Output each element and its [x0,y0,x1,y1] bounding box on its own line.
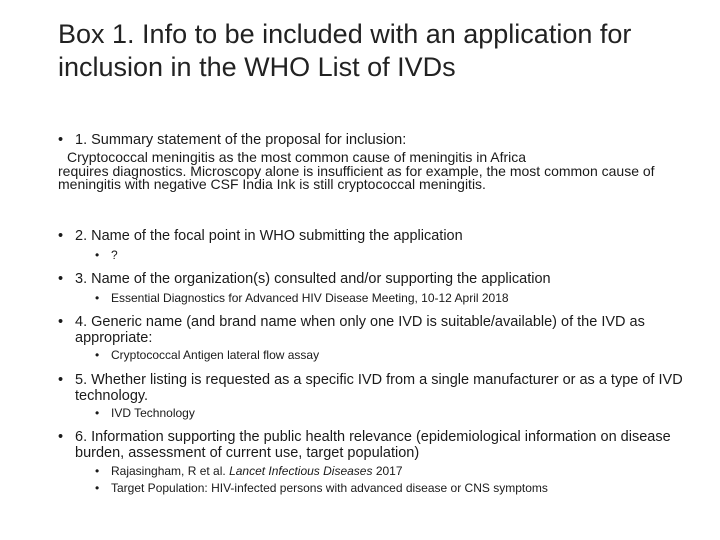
sub-item [95,348,715,362]
summary-paragraph [58,151,658,192]
bullet: • [95,481,100,495]
sub-item [95,291,715,305]
bullet: • [58,132,64,148]
bullet: • [95,291,100,305]
item-label: 4. Generic name (and brand name when only one IVD is suitable/available) of the IVD as appropriate: [75,314,645,346]
bullet: • [95,406,100,420]
list-item-focal-point [58,228,708,244]
list-item-public-health [58,429,708,461]
summary-paragraph-line1: Cryptococcal meningitis as the most common cause of meningitis in Africa [67,149,527,165]
reference-authors: Rajasingham, R et al. [111,464,230,478]
bullet: • [95,348,100,362]
item-label: 1. Summary statement of the proposal for inclusion: [75,132,407,148]
item-label: 3. Name of the organization(s) consulted and/or supporting the application [75,271,551,287]
sub-item-text: Cryptococcal Antigen lateral flow assay [111,348,320,362]
sub-item [95,248,715,262]
sub-item-text: IVD Technology [111,406,195,420]
sub-item-text: Essential Diagnostics for Advanced HIV Disease Meeting, 10-12 April 2018 [111,291,509,305]
bullet: • [58,314,64,330]
sub-item [95,406,715,420]
list-item-organizations [58,271,708,287]
item-label: 2. Name of the focal point in WHO submitting the application [75,228,463,244]
sub-item-target-population [95,481,715,495]
list-item-summary [58,132,708,148]
sub-item-text: Target Population: HIV-infected persons with advanced disease or CNS symptoms [111,481,548,495]
bullet: • [58,228,64,244]
sub-item-text: ? [111,248,118,262]
bullet: • [95,248,100,262]
reference-year: 2017 [372,464,403,478]
bullet: • [58,429,64,445]
item-label: 5. Whether listing is requested as a specific IVD from a single manufacturer or as a type of IVD technology. [75,372,683,404]
item-label: 6. Information supporting the public health relevance (epidemiological information on disease burden, assessment of current use, target population) [75,429,671,461]
list-item-listing-request [58,372,708,404]
bullet: • [58,271,64,287]
sub-item-reference [95,464,715,478]
list-item-generic-name [58,314,708,346]
slide-title: Box 1. Info to be included with an application for inclusion in the WHO List of IVDs [58,19,632,82]
sub-item-text [111,464,715,478]
bullet: • [58,372,64,388]
bullet: • [95,464,100,478]
reference-journal: Lancet Infectious Diseases [229,464,373,478]
summary-paragraph-rest: requires diagnostics. Microscopy alone is insufficient as for example, the most common cause of meningitis with negative CSF India Ink is still cryptococcal meningitis. [58,162,655,192]
